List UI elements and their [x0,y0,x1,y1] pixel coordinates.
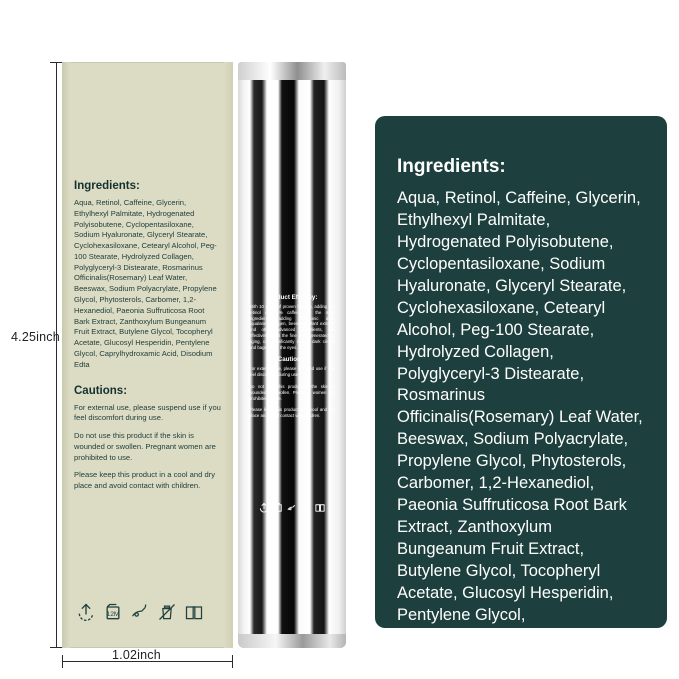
panel-ingredients-text: Aqua, Retinol, Caffeine, Glycerin, Ethylhexyl Palmitate, Hydrogenated Polyisobutene, Cyclopentasiloxane, Sodium Hyaluronate, Glyceryl Stearate, Cyclohexasiloxane, Cetearyl Alcohol, Peg-100 Stearate, Hydrolyzed Collagen, Polyglyceryl-3 Distearate, Rosmarinus Officinalis(Rosemary) Leaf Water, Beeswax, Sodium Polyacrylate, Propylene Glycol, Phytosterols, Carbomer, 1,2-Hexanediol, Paeonia Suffruticosa Root Bark Extract, Zanthoxylum Bungeanum Fruit Extract, Butylene Glycol, Tocopheryl Acetate, Glucosyl Hesperidin, Pentylene Glycol, Caprylhydroxamic Acid, Disodium Edta [397,189,643,668]
panel-ingredients-heading: Ingredients: [397,156,506,177]
carton-cautions-heading: Cautions: [74,384,128,397]
leaping-bunny-icon [287,502,298,513]
do-not-litter-icon [157,602,177,622]
period-after-opening-icon [273,502,284,513]
bottle-efficacy-text: With 10 years of proven formula, adding 4% retinol and 1% caffeine as the main ingredients, adding hyaluronic acid, squalane, collagen, beeswax, plant extracts and other advanced ingredients, can effectively resist the fine lines generated by aging, can significantly reduce dark circles and bags under the eyes. [249,304,335,350]
period-after-opening-12m-icon [103,602,123,622]
bottle-care-symbols [259,502,326,513]
bottle-efficacy-heading: Product Efficacy: [266,294,318,301]
recycle-icon [259,502,270,513]
leaping-bunny-icon [130,602,150,622]
carton-ingredients-text: Aqua, Retinol, Caffeine, Glycerin, Ethylhexyl Palmitate, Hydrogenated Polyisobutene, Cyclopentasiloxane, Sodium Hyaluronate, Glyceryl Stearate, Cyclohexasiloxane, Cetearyl Alcohol, Peg-100 Stearate, Hydrolyzed Collagen, Polyglyceryl-3 Distearate, Rosmarinus Officinalis(Rosemary) Leaf Water, Beeswax, Sodium Polyacrylate, Propylene Glycol, Phytosterols, Carbomer, 1,2-Hexanediol, Paeonia Suffruticosa Root Bark Extract, Zanthoxylum Bungeanum Fruit Extract, Butylene Glycol, Tocopheryl Acetate, Glucosyl Hesperidin, Pentylene Glycol, Caprylhydroxamic Acid, Disodium Edta [74,198,217,369]
bottle-cap [238,62,346,80]
carton-caution-3: Please keep this product in a cool and dry place and avoid contact with children. [74,470,215,491]
product-carton [62,62,233,648]
refer-to-insert-icon [184,602,204,622]
ingredients-zoom-panel [375,116,667,668]
height-dimension-label: 4.25inch [11,330,60,344]
bottle-caution-3: Please keep this product in a cool and dry place and avoid contact with children. [249,407,335,419]
carton-right-edge [224,62,233,648]
width-dimension-label: 1.02inch [112,648,161,662]
width-dimension-cap-left [62,655,63,668]
width-dimension-cap-right [232,655,233,668]
carton-text-block [74,180,221,499]
bottle-base [238,634,346,648]
carton-caution-1: For external use, please suspend use if you feel discomfort during use. [74,402,221,423]
bottle-cautions-heading: Cautions: [277,356,307,364]
height-dimension-line [56,62,57,648]
carton-left-edge [62,62,70,648]
carton-care-symbols [76,602,204,622]
do-not-litter-icon [301,502,312,513]
carton-ingredients-heading: Ingredients: [74,180,140,192]
bottle-caution-2: Do not use this product if the skin is wounded or swollen. Pregnant women are prohibited to use. [249,383,335,401]
carton-caution-2: Do not use this product if the skin is wounded or swollen. Pregnant women are prohibited to use. [74,431,216,462]
bottle-caution-1: For external use, please suspend use if you feel discomfort during use. [249,366,335,378]
refer-to-insert-icon [315,502,326,513]
bottle-label-text [245,294,339,425]
recycle-icon [76,602,96,622]
svg-text:12M: 12M [106,611,120,619]
product-bottle [238,62,346,648]
